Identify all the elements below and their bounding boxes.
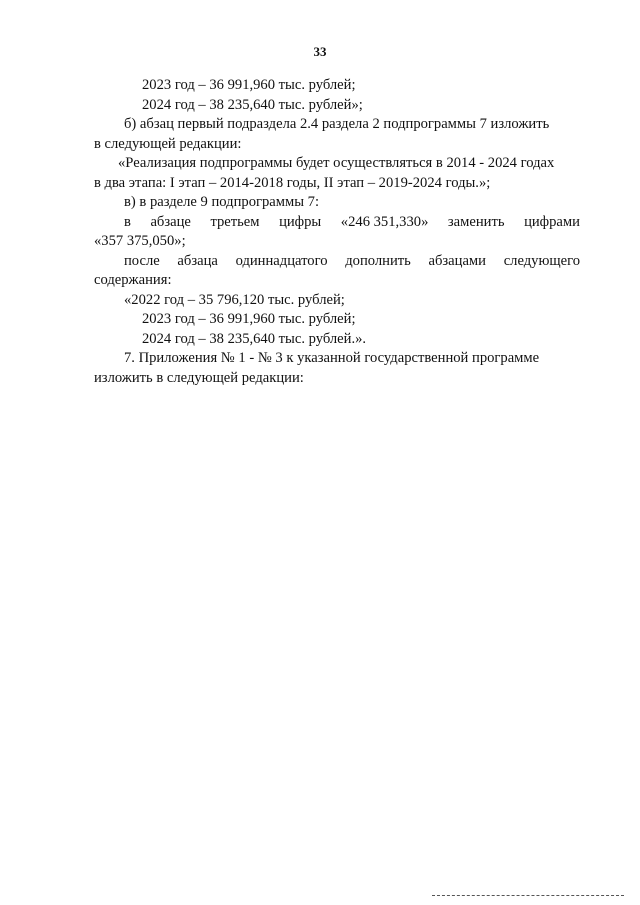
word: цифрами: [524, 213, 580, 230]
justified-line-8: [94, 213, 580, 233]
word: абзацами: [428, 252, 486, 269]
word: цифры: [279, 213, 322, 230]
text-line: изложить в следующей редакции:: [94, 369, 304, 386]
justified-line-10: [94, 252, 580, 272]
text-line: в два этапа: I этап – 2014-2018 годы, II этап – 2019-2024 годы.»;: [94, 174, 491, 191]
text-line: 2023 год – 36 991,960 тыс. рублей;: [142, 77, 356, 93]
text-line: содержания:: [94, 272, 172, 288]
text-line: «2022 год – 35 796,120 тыс. рублей;: [124, 291, 345, 308]
word: абзаце: [150, 213, 191, 230]
word: третьем: [210, 213, 260, 230]
document-body: [94, 76, 580, 388]
text-line: 2023 год – 36 991,960 тыс. рублей;: [142, 311, 356, 327]
word: «246 351,330»: [340, 213, 429, 230]
footer-rule: [432, 895, 624, 897]
text-line: 7. Приложения № 1 - № 3 к указанной государственной программе: [124, 350, 540, 366]
word: дополнить: [345, 252, 411, 269]
text-line: б) абзац первый подраздела 2.4 раздела 2 подпрограммы 7 изложить: [124, 116, 550, 132]
page-number: 33: [313, 44, 327, 59]
word: после: [124, 252, 160, 269]
word: в: [124, 213, 131, 230]
word: одиннадцатого: [235, 252, 328, 269]
text-line: 2024 год – 38 235,640 тыс. рублей»;: [142, 96, 363, 113]
word: абзаца: [177, 252, 218, 269]
text-line: «Реализация подпрограммы будет осуществляться в 2014 - 2024 годах: [118, 155, 555, 171]
text-line: в) в разделе 9 подпрограммы 7:: [124, 194, 320, 210]
text-line: в следующей редакции:: [94, 135, 242, 152]
word: заменить: [447, 213, 505, 230]
text-line: «357 375,050»;: [94, 233, 186, 249]
word: следующего: [503, 252, 580, 269]
text-line: 2024 год – 38 235,640 тыс. рублей.».: [142, 330, 367, 347]
